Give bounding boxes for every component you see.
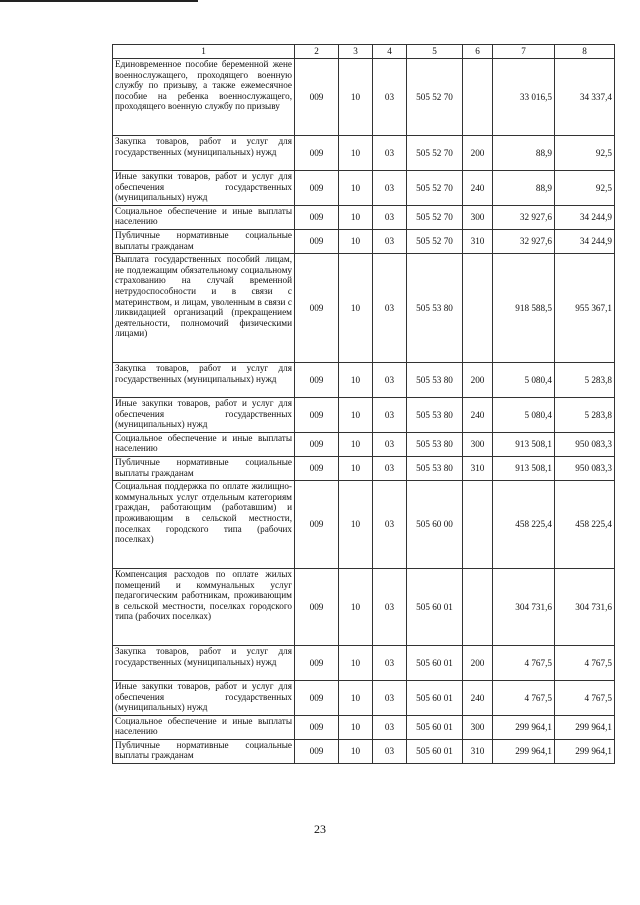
section-code-cell: 10 (339, 229, 373, 253)
subsection-code-cell: 03 (373, 646, 407, 681)
expense-type-cell: 310 (463, 456, 493, 480)
amount-year-2-cell: 950 083,3 (555, 432, 615, 456)
section-code-cell: 10 (339, 680, 373, 715)
page-number: 23 (314, 822, 326, 836)
expense-type-cell: 310 (463, 229, 493, 253)
row-name-cell: Социальное обеспечение и иные выплаты населению (113, 715, 295, 739)
column-header: 1 (113, 45, 295, 59)
table-row (113, 136, 615, 171)
ministry-code-cell: 009 (295, 680, 339, 715)
expense-type-cell: 300 (463, 715, 493, 739)
subsection-code-cell: 03 (373, 680, 407, 715)
table-row (113, 397, 615, 432)
amount-year-1-cell: 4 767,5 (493, 646, 555, 681)
row-name-cell: Публичные нормативные социальные выплаты гражданам (113, 229, 295, 253)
amount-year-2-cell: 4 767,5 (555, 646, 615, 681)
amount-year-1-cell: 5 080,4 (493, 363, 555, 398)
ministry-code-cell: 009 (295, 432, 339, 456)
target-article-cell: 505 53 80 (407, 397, 463, 432)
amount-year-1-cell: 5 080,4 (493, 397, 555, 432)
amount-year-1-cell: 299 964,1 (493, 715, 555, 739)
amount-year-1-cell: 32 927,6 (493, 205, 555, 229)
column-header: 3 (339, 45, 373, 59)
column-header: 7 (493, 45, 555, 59)
amount-year-1-cell: 88,9 (493, 136, 555, 171)
amount-year-2-cell: 299 964,1 (555, 739, 615, 763)
row-name-cell: Закупка товаров, работ и услуг для государственных (муниципальных) нужд (113, 363, 295, 398)
amount-year-2-cell: 950 083,3 (555, 456, 615, 480)
row-name-cell: Закупка товаров, работ и услуг для государственных (муниципальных) нужд (113, 136, 295, 171)
column-header: 6 (463, 45, 493, 59)
section-code-cell: 10 (339, 170, 373, 205)
expense-type-cell: 240 (463, 397, 493, 432)
row-name-cell: Единовременное пособие беременной жене военнослужащего, проходящего военную службу по призыву, а также ежемесячное пособие на ребенка военнослужащего, проходящего военную службу по призыву (113, 59, 295, 136)
amount-year-1-cell: 918 588,5 (493, 254, 555, 363)
row-name-cell: Социальная поддержка по оплате жилищно-коммунальных услуг отдельным категориям граждан, работающим (работавшим) и проживающим в сельской местности, поселках городского типа (рабочих поселках) (113, 481, 295, 569)
section-code-cell: 10 (339, 739, 373, 763)
subsection-code-cell: 03 (373, 363, 407, 398)
subsection-code-cell: 03 (373, 568, 407, 645)
section-code-cell: 10 (339, 646, 373, 681)
section-code-cell: 10 (339, 397, 373, 432)
table-row (113, 680, 615, 715)
table-row (113, 646, 615, 681)
amount-year-2-cell: 304 731,6 (555, 568, 615, 645)
section-code-cell: 10 (339, 432, 373, 456)
target-article-cell: 505 53 80 (407, 456, 463, 480)
amount-year-2-cell: 5 283,8 (555, 363, 615, 398)
budget-table (112, 44, 615, 764)
amount-year-2-cell: 4 767,5 (555, 680, 615, 715)
section-code-cell: 10 (339, 136, 373, 171)
table-row (113, 254, 615, 363)
target-article-cell: 505 52 70 (407, 136, 463, 171)
column-number-row (113, 45, 615, 59)
section-code-cell: 10 (339, 254, 373, 363)
amount-year-1-cell: 33 016,5 (493, 59, 555, 136)
row-name-cell: Иные закупки товаров, работ и услуг для обеспечения государственных (муниципальных) нужд (113, 170, 295, 205)
subsection-code-cell: 03 (373, 205, 407, 229)
subsection-code-cell: 03 (373, 432, 407, 456)
expense-type-cell: 200 (463, 136, 493, 171)
row-name-cell: Иные закупки товаров, работ и услуг для обеспечения государственных (муниципальных) нужд (113, 397, 295, 432)
amount-year-1-cell: 913 508,1 (493, 432, 555, 456)
expense-type-cell (463, 254, 493, 363)
row-name-cell: Публичные нормативные социальные выплаты гражданам (113, 456, 295, 480)
expense-type-cell: 300 (463, 205, 493, 229)
amount-year-1-cell: 32 927,6 (493, 229, 555, 253)
row-name-cell: Публичные нормативные социальные выплаты гражданам (113, 739, 295, 763)
target-article-cell: 505 60 01 (407, 739, 463, 763)
amount-year-2-cell: 34 244,9 (555, 205, 615, 229)
target-article-cell: 505 53 80 (407, 254, 463, 363)
amount-year-1-cell: 299 964,1 (493, 739, 555, 763)
section-code-cell: 10 (339, 568, 373, 645)
expense-type-cell (463, 568, 493, 645)
subsection-code-cell: 03 (373, 170, 407, 205)
ministry-code-cell: 009 (295, 363, 339, 398)
amount-year-2-cell: 299 964,1 (555, 715, 615, 739)
amount-year-2-cell: 34 337,4 (555, 59, 615, 136)
subsection-code-cell: 03 (373, 136, 407, 171)
target-article-cell: 505 52 70 (407, 59, 463, 136)
section-code-cell: 10 (339, 715, 373, 739)
subsection-code-cell: 03 (373, 59, 407, 136)
expense-type-cell: 200 (463, 646, 493, 681)
row-name-cell: Социальное обеспечение и иные выплаты населению (113, 205, 295, 229)
amount-year-1-cell: 304 731,6 (493, 568, 555, 645)
column-header: 8 (555, 45, 615, 59)
ministry-code-cell: 009 (295, 254, 339, 363)
expense-type-cell (463, 481, 493, 569)
target-article-cell: 505 53 80 (407, 363, 463, 398)
ministry-code-cell: 009 (295, 397, 339, 432)
row-name-cell: Компенсация расходов по оплате жилых помещений и коммунальных услуг педагогическим работникам, проживающим в сельской местности, поселках городского типа (рабочих поселках) (113, 568, 295, 645)
amount-year-2-cell: 5 283,8 (555, 397, 615, 432)
ministry-code-cell: 009 (295, 646, 339, 681)
ministry-code-cell: 009 (295, 568, 339, 645)
header-rule (0, 0, 198, 2)
expense-type-cell: 200 (463, 363, 493, 398)
section-code-cell: 10 (339, 205, 373, 229)
table-row (113, 456, 615, 480)
subsection-code-cell: 03 (373, 229, 407, 253)
table-row (113, 170, 615, 205)
target-article-cell: 505 52 70 (407, 170, 463, 205)
amount-year-2-cell: 955 367,1 (555, 254, 615, 363)
subsection-code-cell: 03 (373, 397, 407, 432)
expense-type-cell: 300 (463, 432, 493, 456)
amount-year-2-cell: 92,5 (555, 136, 615, 171)
row-name-cell: Иные закупки товаров, работ и услуг для обеспечения государственных (муниципальных) нужд (113, 680, 295, 715)
target-article-cell: 505 60 01 (407, 646, 463, 681)
row-name-cell: Выплата государственных пособий лицам, не подлежащим обязательному социальному страхованию на случай временной нетрудоспособности и в связи с материнством, и лицам, уволенным в связи с ликвидацией организаций (прекращением деятельности, полномочий физическими лицами) (113, 254, 295, 363)
subsection-code-cell: 03 (373, 739, 407, 763)
row-name-cell: Социальное обеспечение и иные выплаты населению (113, 432, 295, 456)
expense-type-cell: 240 (463, 680, 493, 715)
row-name-cell: Закупка товаров, работ и услуг для государственных (муниципальных) нужд (113, 646, 295, 681)
table-row (113, 59, 615, 136)
subsection-code-cell: 03 (373, 481, 407, 569)
section-code-cell: 10 (339, 456, 373, 480)
subsection-code-cell: 03 (373, 715, 407, 739)
ministry-code-cell: 009 (295, 170, 339, 205)
ministry-code-cell: 009 (295, 739, 339, 763)
section-code-cell: 10 (339, 481, 373, 569)
amount-year-1-cell: 88,9 (493, 170, 555, 205)
target-article-cell: 505 53 80 (407, 432, 463, 456)
column-header: 2 (295, 45, 339, 59)
ministry-code-cell: 009 (295, 229, 339, 253)
section-code-cell: 10 (339, 363, 373, 398)
ministry-code-cell: 009 (295, 715, 339, 739)
target-article-cell: 505 52 70 (407, 205, 463, 229)
expense-type-cell: 310 (463, 739, 493, 763)
expense-type-cell: 240 (463, 170, 493, 205)
table-row (113, 568, 615, 645)
table-row (113, 739, 615, 763)
table-row (113, 205, 615, 229)
table-row (113, 229, 615, 253)
target-article-cell: 505 60 01 (407, 568, 463, 645)
amount-year-2-cell: 458 225,4 (555, 481, 615, 569)
amount-year-1-cell: 913 508,1 (493, 456, 555, 480)
column-header: 4 (373, 45, 407, 59)
column-header: 5 (407, 45, 463, 59)
section-code-cell: 10 (339, 59, 373, 136)
ministry-code-cell: 009 (295, 59, 339, 136)
target-article-cell: 505 60 01 (407, 680, 463, 715)
table-row (113, 481, 615, 569)
ministry-code-cell: 009 (295, 136, 339, 171)
expense-type-cell (463, 59, 493, 136)
target-article-cell: 505 52 70 (407, 229, 463, 253)
amount-year-2-cell: 34 244,9 (555, 229, 615, 253)
ministry-code-cell: 009 (295, 205, 339, 229)
table-row (113, 715, 615, 739)
amount-year-2-cell: 92,5 (555, 170, 615, 205)
target-article-cell: 505 60 00 (407, 481, 463, 569)
target-article-cell: 505 60 01 (407, 715, 463, 739)
table-row (113, 363, 615, 398)
subsection-code-cell: 03 (373, 254, 407, 363)
amount-year-1-cell: 458 225,4 (493, 481, 555, 569)
subsection-code-cell: 03 (373, 456, 407, 480)
ministry-code-cell: 009 (295, 456, 339, 480)
table-row (113, 432, 615, 456)
amount-year-1-cell: 4 767,5 (493, 680, 555, 715)
ministry-code-cell: 009 (295, 481, 339, 569)
